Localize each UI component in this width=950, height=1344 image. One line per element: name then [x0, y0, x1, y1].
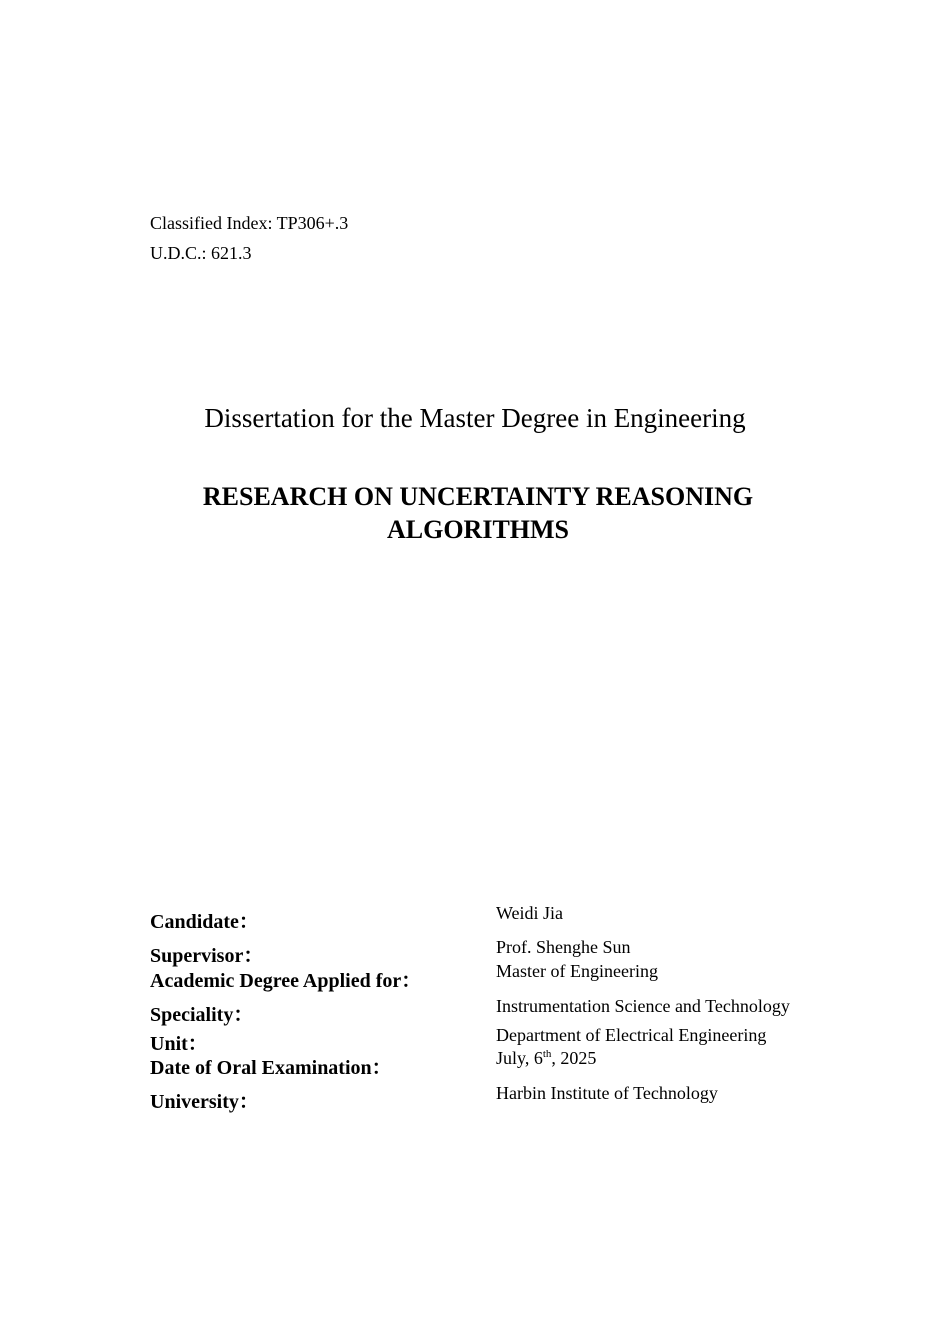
academic-degree-value: Master of Engineering [496, 961, 658, 981]
degree-line: Dissertation for the Master Degree in Engineering [204, 403, 746, 433]
candidate-label: Candidate： [150, 911, 259, 933]
exam-date-prefix: July, 6 [496, 1048, 543, 1068]
exam-date-label: Date of Oral Examination： [150, 1057, 392, 1079]
classified-index: Classified Index: TP306+.3 [150, 213, 349, 233]
academic-degree-label: Academic Degree Applied for： [150, 970, 422, 992]
exam-date-value [496, 1048, 596, 1069]
supervisor-label: Supervisor： [150, 945, 264, 967]
exam-date-ordinal: th [542, 1048, 552, 1060]
unit-label: Unit： [150, 1033, 208, 1055]
university-label: University： [150, 1091, 259, 1113]
dissertation-title [120, 480, 836, 546]
udc-number: U.D.C.: 621.3 [150, 243, 252, 263]
supervisor-value: Prof. Shenghe Sun [496, 937, 631, 957]
university-value: Harbin Institute of Technology [496, 1083, 718, 1103]
unit-value: Department of Electrical Engineering [496, 1025, 767, 1045]
candidate-value: Weidi Jia [496, 903, 564, 923]
speciality-label: Speciality： [150, 1004, 254, 1026]
speciality-value: Instrumentation Science and Technology [496, 996, 790, 1016]
title-line-2: ALGORITHMS [386, 515, 570, 544]
title-line-1: RESEARCH ON UNCERTAINTY REASONING [202, 482, 754, 511]
exam-date-suffix: , 2025 [551, 1048, 597, 1068]
